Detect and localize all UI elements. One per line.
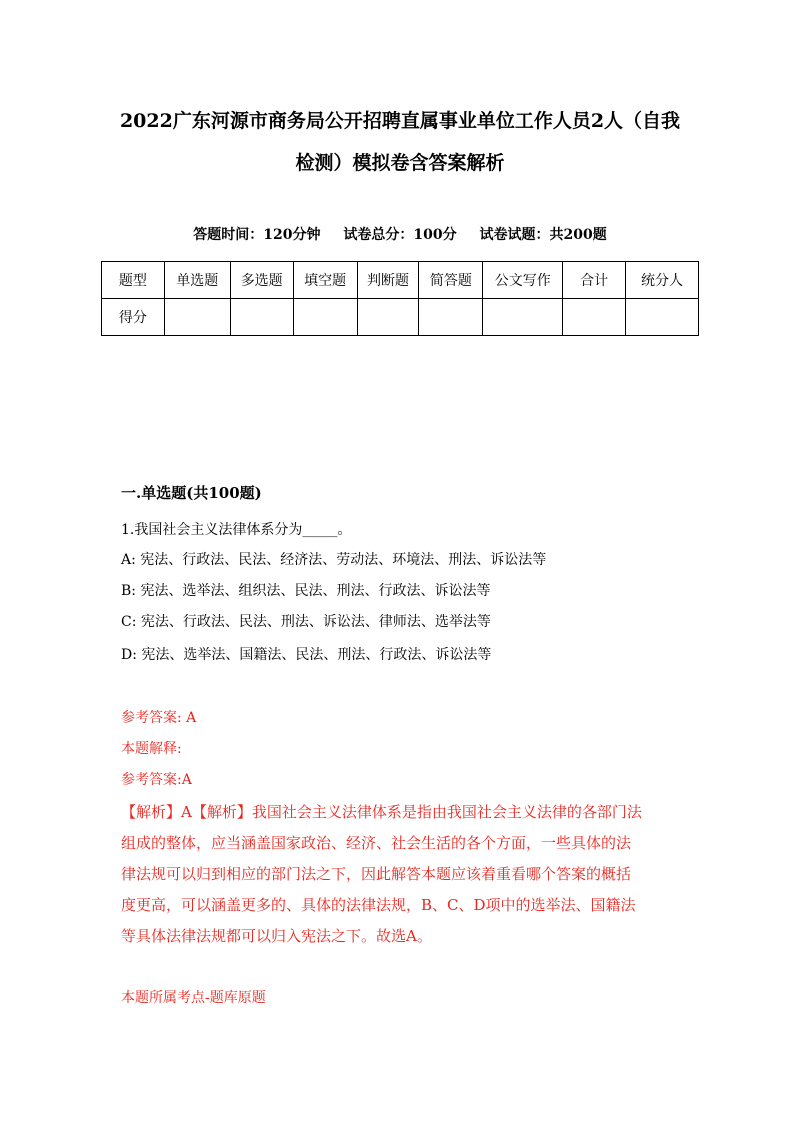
analysis-paragraph	[121, 797, 693, 952]
header-cell-true-false: 判断题	[357, 262, 419, 299]
question-source: 本题所属考点-题库原题	[121, 990, 266, 1006]
exam-total-score: 试卷总分：100分	[343, 227, 457, 243]
exam-meta	[0, 224, 800, 244]
header-cell-short-answer: 简答题	[419, 262, 483, 299]
score-cell	[293, 299, 357, 336]
document-title-line-1: 2022广东河源市商务局公开招聘直属事业单位工作人员2人（自我	[119, 110, 681, 132]
score-table-header-row	[102, 262, 699, 299]
header-cell-multiple-choice: 多选题	[230, 262, 293, 299]
header-cell-total: 合计	[563, 262, 626, 299]
score-cell	[230, 299, 293, 336]
score-cell	[483, 299, 563, 336]
reference-answer: 参考答案: A	[121, 710, 197, 726]
exam-question-count: 试卷试题：共200题	[479, 227, 607, 243]
option-b: B: 宪法、选举法、组织法、民法、刑法、行政法、诉讼法等	[121, 583, 491, 599]
question-stem: 1.我国社会主义法律体系分为_____。	[121, 522, 352, 538]
score-table	[101, 261, 699, 336]
explanation-label: 本题解释:	[121, 741, 182, 757]
score-cell	[357, 299, 419, 336]
header-cell-fill-blank: 填空题	[293, 262, 357, 299]
option-a: A: 宪法、行政法、民法、经济法、劳动法、环境法、刑法、诉讼法等	[121, 552, 547, 568]
exam-time: 答题时间：120分钟	[193, 227, 321, 243]
score-cell	[563, 299, 626, 336]
analysis-line: 组成的整体，应当涵盖国家政治、经济、社会生活的各个方面，一些具体的法	[121, 834, 632, 852]
option-d: D: 宪法、选举法、国籍法、民法、刑法、行政法、诉讼法等	[121, 647, 492, 663]
header-cell-official-writing: 公文写作	[483, 262, 563, 299]
analysis-line: 律法规可以归到相应的部门法之下，因此解答本题应该着重看哪个答案的概括	[121, 865, 632, 883]
section-heading: 一.单选题(共100题)	[121, 484, 262, 502]
score-cell	[626, 299, 699, 336]
score-row-label: 得分	[102, 299, 165, 336]
analysis-line: 度更高，可以涵盖更多的、具体的法律法规，B、C、D项中的选举法、国籍法	[121, 896, 636, 914]
score-table-score-row	[102, 299, 699, 336]
reference-answer-repeat: 参考答案:A	[121, 772, 192, 788]
analysis-line: 等具体法律法规都可以归入宪法之下。故选A。	[121, 927, 432, 945]
header-cell-type: 题型	[102, 262, 165, 299]
header-cell-single-choice: 单选题	[164, 262, 230, 299]
score-cell	[164, 299, 230, 336]
option-c: C: 宪法、行政法、民法、刑法、诉讼法、律师法、选举法等	[121, 614, 491, 630]
analysis-line: 【解析】A【解析】我国社会主义法律体系是指由我国社会主义法律的各部门法	[121, 803, 642, 821]
score-cell	[419, 299, 483, 336]
header-cell-scorer: 统分人	[626, 262, 699, 299]
document-title-line-2: 检测）模拟卷含答案解析	[295, 152, 505, 174]
